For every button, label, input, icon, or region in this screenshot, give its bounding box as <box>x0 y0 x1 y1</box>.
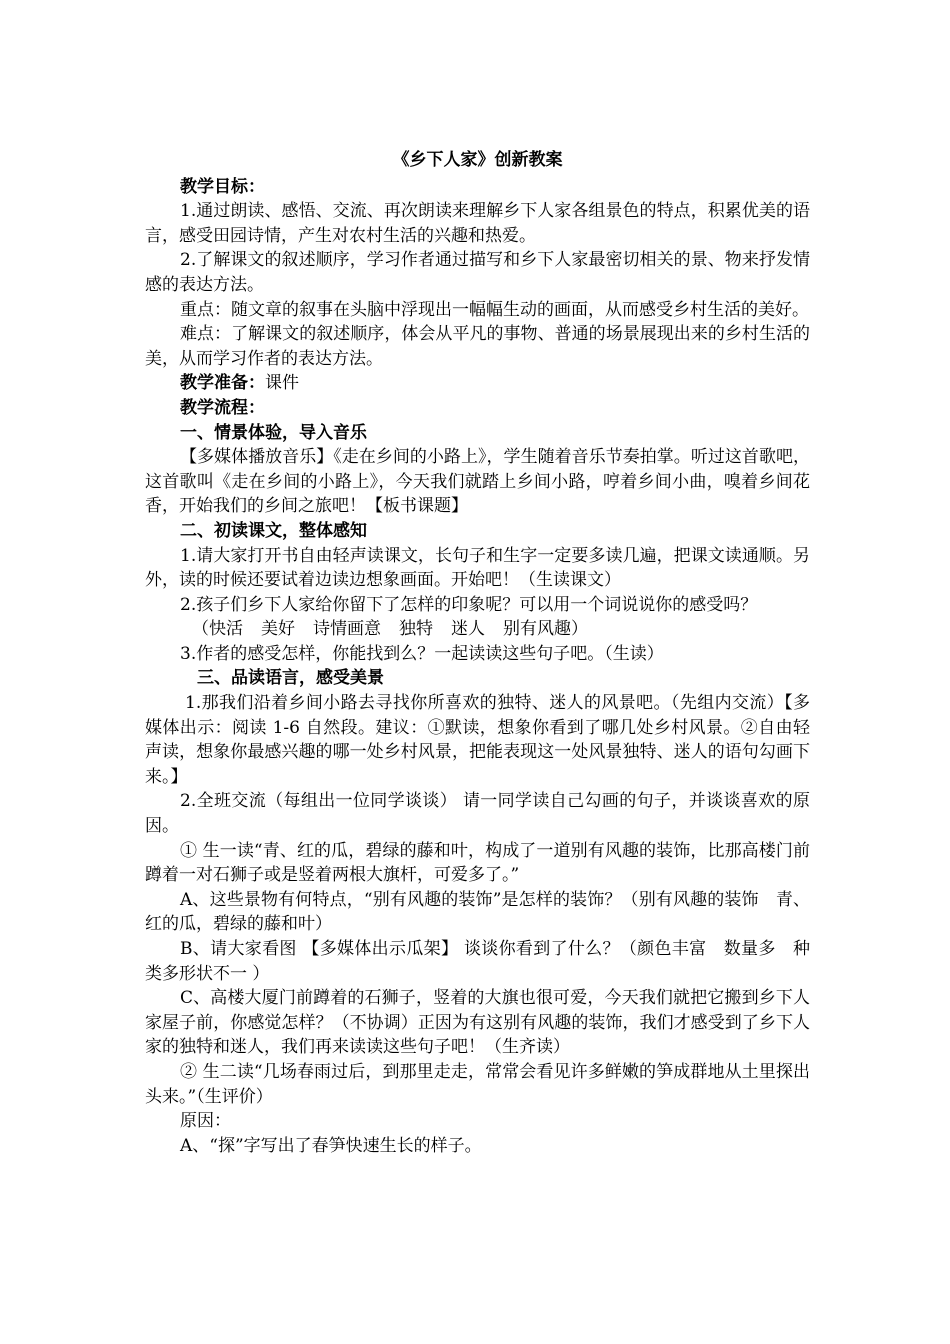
prep-value: 课件 <box>265 373 299 394</box>
impression-word: 美好 <box>261 619 295 640</box>
impression-word: 独特 <box>399 619 433 640</box>
section-3-paragraph-8: 原因： <box>180 1111 231 1132</box>
section-3-paragraph-5: B、请大家看图 【多媒体出示瓜架】 谈谈你看到了什么？（颜色丰富 数量多 种类多形状不一 ） <box>145 939 810 984</box>
document-title: 《乡下人家》创新教案 <box>392 150 563 170</box>
flow-heading: 教学流程： <box>180 397 265 418</box>
section-2-heading: 二、初读课文，整体感知 <box>180 520 367 541</box>
section-2-paragraph-3: 3.作者的感受怎样，你能找到么？一起读读这些句子吧。（生读） <box>180 643 664 664</box>
goal-2: 2.了解课文的叙述顺序，学习作者通过描写和乡下人家最密切相关的景、物来抒发情感的表达方法。 <box>145 250 810 295</box>
section-3-paragraph-6: C、高楼大厦门前蹲着的石狮子，竖着的大旗也很可爱，今天我们就把它搬到乡下人家屋子前，你感觉怎样？（不协调）正因为有这别有风趣的装饰，我们才感受到了乡下人家的独特和迷人，我们再来读读这些句子吧！（生齐读） <box>145 988 810 1058</box>
impression-word: （快活 <box>192 619 243 640</box>
prep-line <box>145 371 810 396</box>
goals-heading: 教学目标： <box>180 176 265 197</box>
document-page <box>145 148 810 1158</box>
section-3-paragraph-9: A、“探”字写出了春笋快速生长的样子。 <box>180 1135 482 1156</box>
section-2-paragraph-1: 1.请大家打开书自由轻声读课文，长句子和生字一定要多读几遍，把课文读通顺。另外，读的时候还要试着边读边想象画面。开始吧！（生读课文） <box>145 545 810 591</box>
section-3-heading: 三、品读语言，感受美景 <box>197 668 384 689</box>
section-3-paragraph-7: ② 生二读“几场春雨过后，到那里走走，常常会看见许多鲜嫩的笋成群地从土里探出头来。”（生评价） <box>145 1061 810 1107</box>
impression-words <box>145 617 810 642</box>
section-3-paragraph-1: 1.那我们沿着乡间小路去寻找你所喜欢的独特、迷人的风景吧。（先组内交流）【多媒体出示：阅读 1-6 自然段。建议：①默读，想象你看到了哪几处乡村风景。②自由轻声读，想象你最感兴趣的哪一处乡村风景，把能表现这一处风景独特、迷人的语句勾画下来。】 <box>145 693 810 787</box>
section-2-paragraph-2: 2.孩子们乡下人家给你留下了怎样的印象呢？可以用一个词说说你的感受吗？ <box>180 594 758 615</box>
difficult-point: 难点：了解课文的叙述顺序，体会从平凡的事物、普通的场景展现出来的乡村生活的美，从而学习作者的表达方法。 <box>145 324 810 369</box>
section-3-paragraph-2: 2.全班交流（每组出一位同学谈谈） 请一同学读自己勾画的句子，并谈谈喜欢的原因。 <box>145 791 810 837</box>
prep-label: 教学准备： <box>180 373 265 394</box>
section-1-heading: 一、情景体验，导入音乐 <box>180 422 367 443</box>
impression-word: 别有风趣） <box>503 619 588 640</box>
impression-word: 诗情画意 <box>313 619 381 640</box>
section-1-paragraph-1: 【多媒体播放音乐】《走在乡间的小路上》，学生随着音乐节奏拍掌。听过这首歌吧，这首歌叫《走在乡间的小路上》，今天我们就踏上乡间小路，哼着乡间小曲，嗅着乡间花香，开始我们的乡间之旅吧！【板书课题】 <box>145 447 810 517</box>
section-3-paragraph-3: ① 生一读“青、红的瓜，碧绿的藤和叶，构成了一道别有风趣的装饰，比那高楼门前蹲着一对石狮子或是竖着两根大旗杆，可爱多了。” <box>145 840 810 886</box>
key-point: 重点：随文章的叙事在头脑中浮现出一幅幅生动的画面，从而感受乡村生活的美好。 <box>180 299 809 320</box>
impression-word: 迷人 <box>451 619 485 640</box>
goal-1: 1.通过朗读、感悟、交流、再次朗读来理解乡下人家各组景色的特点，积累优美的语言，感受田园诗情，产生对农村生活的兴趣和热爱。 <box>145 201 810 246</box>
section-3-paragraph-4: A、这些景物有何特点，“别有风趣的装饰”是怎样的装饰？（别有风趣的装饰 青、红的瓜，碧绿的藤和叶） <box>145 889 810 935</box>
